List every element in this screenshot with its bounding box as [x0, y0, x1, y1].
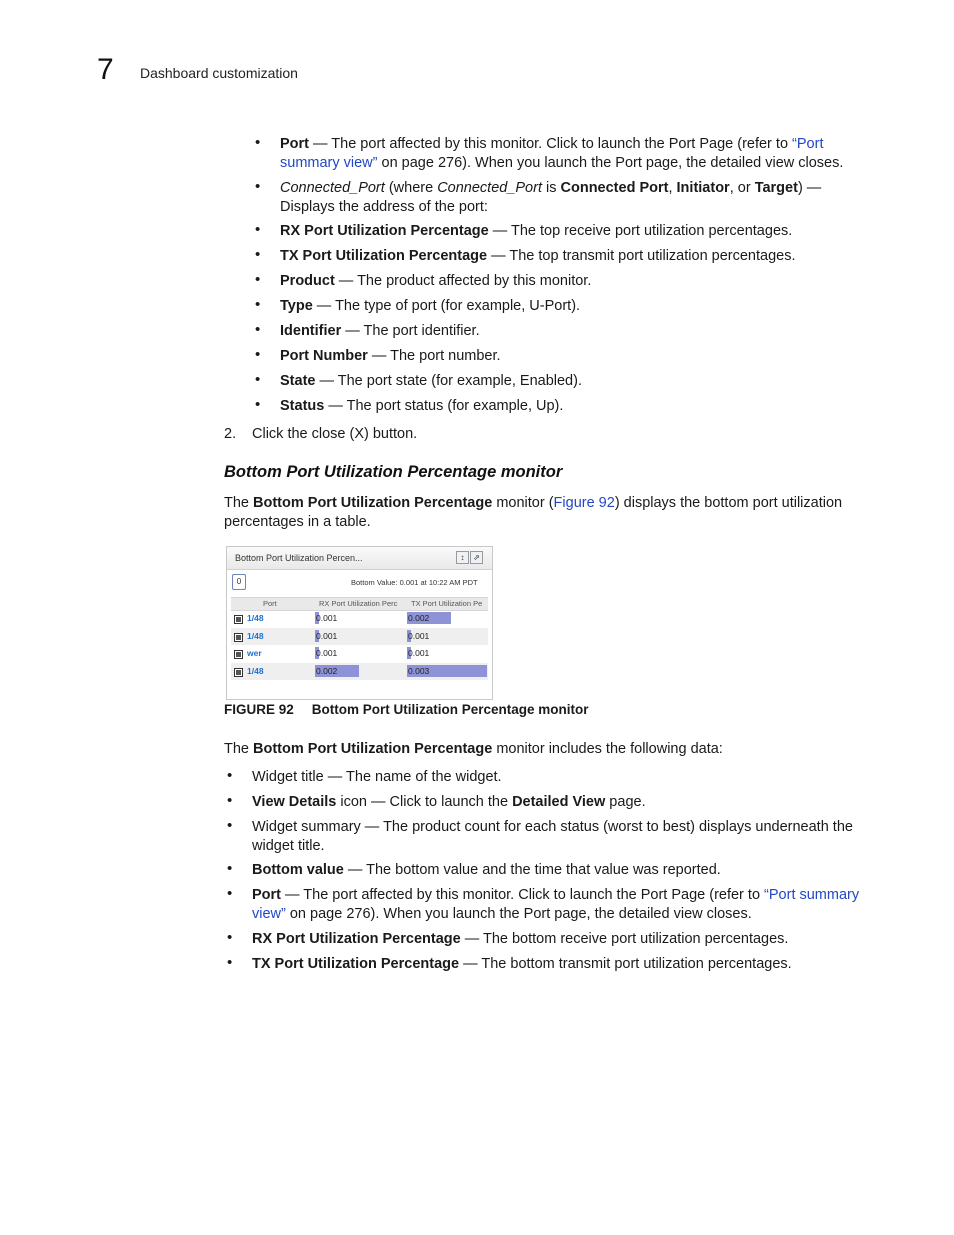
column-header-rx[interactable]: RX Port Utilization Perc [319, 599, 398, 608]
term: Target [754, 180, 798, 196]
bullet-dot: • [227, 954, 233, 971]
bullet-dot: • [255, 178, 261, 195]
bullet-dot: • [227, 929, 233, 946]
item-text: — The port status (for example, Up). [324, 398, 564, 414]
term: Detailed View [512, 794, 606, 810]
list-item [280, 179, 870, 216]
figure-caption [224, 702, 589, 717]
item-text: on page 276). When you launch the Port page, the detailed view closes. [285, 905, 752, 922]
tx-value: 0.002 [408, 613, 430, 623]
item-text: icon — Click to launch the [336, 794, 513, 810]
table-row[interactable] [231, 628, 488, 645]
port-icon [234, 633, 243, 642]
bullet-dot: • [227, 792, 233, 809]
table-header [231, 597, 488, 611]
list-item [280, 322, 480, 341]
item-text: — The port affected by this monitor. Click to launch the Port Page (refer to [281, 887, 765, 903]
tx-value: 0.003 [408, 665, 430, 676]
item-text: — The bottom value and the time that value was reported. [343, 862, 721, 878]
bullet-dot: • [255, 296, 261, 313]
bullet-dot: • [255, 134, 261, 151]
item-text: — The type of port (for example, U-Port). [312, 298, 581, 314]
item-text: — The port number. [367, 348, 501, 364]
table-row[interactable] [231, 663, 488, 680]
list-item [280, 347, 501, 366]
chapter-number: 7 [97, 53, 114, 86]
port-summary-link[interactable]: “Port summary view” [252, 887, 860, 922]
chapter-title: Dashboard customization [140, 65, 298, 81]
para-text: ) displays the bottom port utilization percentages in a table. [224, 495, 843, 530]
italic-text: Connected_Port [280, 180, 385, 196]
bullet-dot: • [255, 246, 261, 263]
item-text: , or [729, 180, 755, 196]
list-item [252, 793, 646, 812]
list-item [280, 135, 860, 172]
term: TX Port Utilization Percentage [280, 248, 488, 264]
item-text: — The bottom receive port utilization percentages. [460, 931, 789, 947]
column-header-port[interactable]: Port [263, 599, 277, 608]
item-text: (where [384, 180, 438, 196]
figure-92-link[interactable]: Figure 92 [553, 495, 615, 511]
term: Type [280, 298, 313, 314]
bullet-dot: • [227, 885, 233, 902]
term: Status [280, 398, 325, 414]
term: Bottom value [252, 862, 344, 878]
item-text: — The top transmit port utilization percentages. [487, 248, 796, 264]
rx-value: 0.001 [316, 648, 338, 658]
term: Port [280, 136, 309, 152]
port-summary-link[interactable]: “Port summary view” [280, 136, 824, 171]
para-text: The [224, 495, 254, 511]
bottom-value-text: Bottom Value: 0.001 at 10:22 AM PDT [351, 578, 478, 587]
item-text: — The bottom transmit port utilization percentages. [459, 956, 792, 972]
term: Bottom Port Utilization Percentage [253, 495, 493, 511]
port-icon [234, 615, 243, 624]
para-text: The [224, 741, 254, 757]
item-text: — The top receive port utilization percentages. [488, 223, 793, 239]
bullet-dot: • [255, 346, 261, 363]
term: Product [280, 273, 335, 289]
term: RX Port Utilization Percentage [280, 223, 489, 239]
bullet-dot: • [255, 371, 261, 388]
term: RX Port Utilization Percentage [252, 931, 461, 947]
includes-paragraph [224, 740, 723, 759]
tx-value: 0.001 [408, 648, 430, 658]
list-item [280, 297, 580, 316]
port-icon [234, 668, 243, 677]
bullet-dot: • [227, 817, 233, 834]
intro-paragraph [224, 494, 854, 531]
item-text: — The product affected by this monitor. [334, 273, 592, 289]
bullet-dot: • [227, 767, 233, 784]
term: TX Port Utilization Percentage [252, 956, 460, 972]
list-item [252, 886, 872, 923]
item-text: page. [605, 794, 646, 810]
item-text: is [541, 180, 561, 196]
list-item: Widget summary — The product count for each status (worst to best) displays underneath the widget title. [252, 819, 853, 854]
list-item [280, 372, 582, 391]
term: State [280, 373, 316, 389]
view-details-icon[interactable]: ⇗ [470, 551, 483, 564]
port-link[interactable]: 1/48 [247, 630, 264, 641]
list-item [280, 272, 591, 291]
rx-value: 0.001 [316, 613, 338, 623]
bullet-dot: • [255, 396, 261, 413]
column-header-tx[interactable]: TX Port Utilization Pe [411, 599, 483, 608]
widget-title: Bottom Port Utilization Percen... [235, 553, 363, 563]
italic-text: Connected_Port [437, 180, 542, 196]
bottom-port-utilization-widget [226, 546, 493, 700]
step-number: 2. [224, 426, 237, 442]
bullet-dot: • [255, 271, 261, 288]
rx-value: 0.001 [316, 630, 338, 641]
list-item [280, 247, 796, 266]
list-item: Widget title — The name of the widget. [252, 769, 502, 785]
bullet-dot: • [227, 860, 233, 877]
term: Identifier [280, 323, 342, 339]
widget-header [227, 547, 492, 570]
term: Bottom Port Utilization Percentage [253, 741, 493, 757]
list-item [280, 222, 792, 241]
port-icon [234, 650, 243, 659]
step-text: Click the close (X) button. [252, 426, 418, 442]
item-text: , [668, 180, 677, 196]
item-text: — The port state (for example, Enabled). [315, 373, 582, 389]
rx-value: 0.002 [316, 665, 338, 676]
figure-caption-text: Bottom Port Utilization Percentage monitor [311, 702, 589, 717]
term: Connected Port [560, 180, 669, 196]
list-item [252, 930, 788, 949]
sort-icon[interactable]: ↕ [456, 551, 469, 564]
figure-label: FIGURE 92 [224, 702, 294, 717]
term: Port Number [280, 348, 368, 364]
bullet-dot: • [255, 321, 261, 338]
table-row[interactable] [231, 610, 488, 627]
term: View Details [252, 794, 337, 810]
port-link[interactable]: 1/48 [247, 613, 264, 623]
item-text: ) — Displays the address of the port: [280, 180, 822, 215]
tx-value: 0.001 [408, 630, 430, 641]
para-text: monitor ( [492, 495, 554, 511]
table-row[interactable] [231, 645, 488, 662]
list-item [252, 861, 721, 880]
status-count-badge[interactable]: 0 [232, 574, 246, 590]
term: Initiator [676, 180, 730, 196]
bullet-dot: • [255, 221, 261, 238]
item-text: — The port affected by this monitor. Click to launch the Port Page (refer to [309, 136, 793, 152]
term: Port [252, 887, 281, 903]
para-text: monitor includes the following data: [492, 741, 723, 757]
port-link[interactable]: 1/48 [247, 665, 264, 676]
item-text: — The port identifier. [341, 323, 480, 339]
list-item [280, 397, 563, 416]
item-text: on page 276). When you launch the Port page, the detailed view closes. [377, 154, 844, 171]
port-link[interactable]: wer [247, 648, 262, 658]
list-item [252, 955, 792, 974]
section-heading: Bottom Port Utilization Percentage monitor [224, 463, 563, 481]
